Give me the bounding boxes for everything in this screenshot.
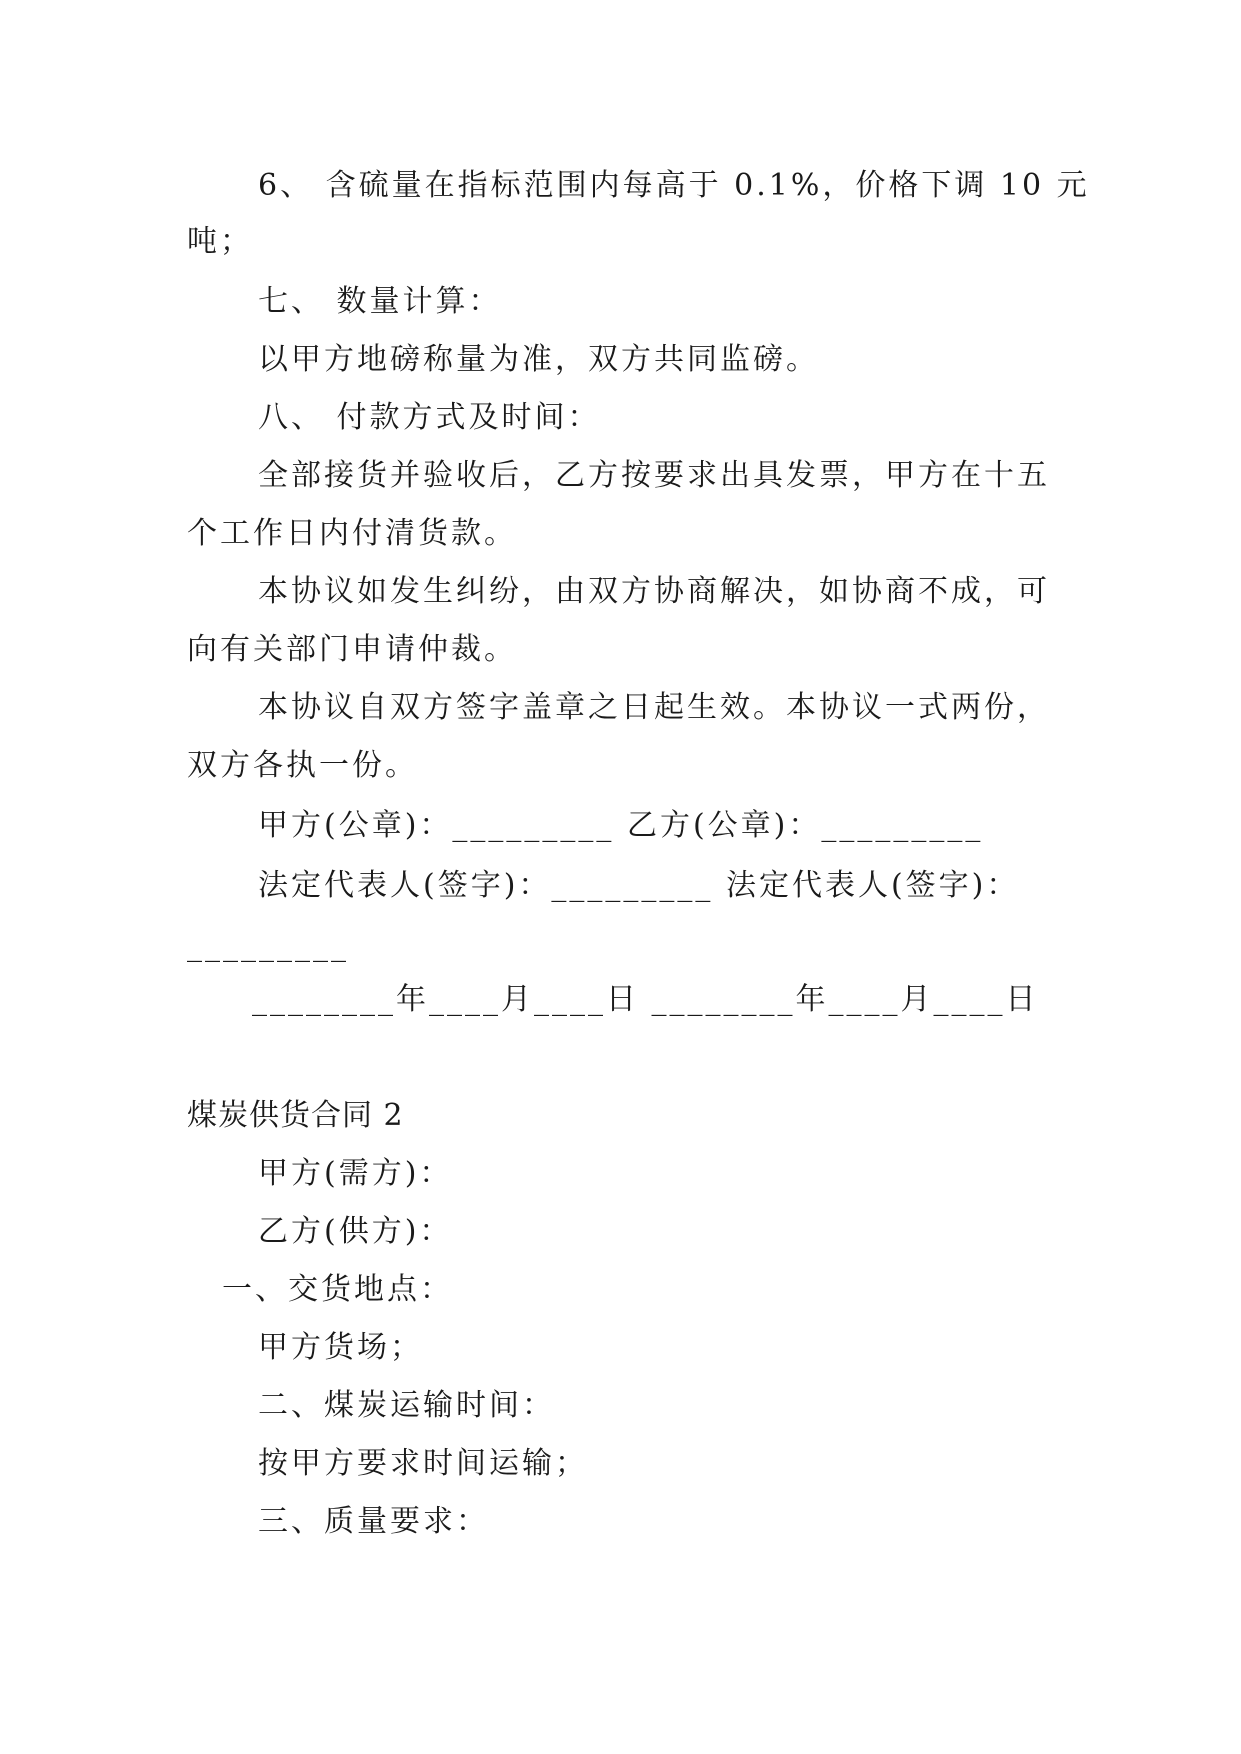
party-a-line: 甲方(需方)： bbox=[258, 1156, 453, 1191]
signature-blank: _________ bbox=[187, 928, 349, 963]
section-7-heading: 七、 数量计算： bbox=[258, 284, 502, 319]
date-line: ________年____月____日 ________年____月____日 bbox=[252, 982, 1039, 1017]
section-8-body-continuation: 个工作日内付清货款。 bbox=[187, 516, 517, 551]
signature-line: 法定代表人(签字)：_________ 法定代表人(签字)： bbox=[258, 868, 1020, 903]
section-1-heading: 一、交货地点： bbox=[222, 1272, 453, 1307]
section-2-body: 按甲方要求时间运输； bbox=[258, 1446, 588, 1481]
section-3-heading: 三、质量要求： bbox=[258, 1504, 489, 1539]
effectiveness-clause: 本协议自双方签字盖章之日起生效。本协议一式两份， bbox=[258, 690, 1050, 725]
section-2-heading: 二、煤炭运输时间： bbox=[258, 1388, 555, 1423]
section-1-body: 甲方货场； bbox=[258, 1330, 423, 1365]
clause-6-sulfur: 6、 含硫量在指标范围内每高于 0.1%，价格下调 10 元 bbox=[258, 168, 1090, 203]
section-8-heading: 八、 付款方式及时间： bbox=[258, 400, 601, 435]
seal-line: 甲方(公章)：_________ 乙方(公章)：_________ bbox=[258, 808, 984, 843]
party-b-line: 乙方(供方)： bbox=[258, 1214, 453, 1249]
section-7-body: 以甲方地磅称量为准，双方共同监磅。 bbox=[258, 342, 819, 377]
effectiveness-clause-continuation: 双方各执一份。 bbox=[187, 748, 418, 783]
section-8-body: 全部接货并验收后，乙方按要求出具发票，甲方在十五 bbox=[258, 458, 1050, 493]
contract-2-title: 煤炭供货合同 2 bbox=[187, 1098, 404, 1133]
dispute-clause-continuation: 向有关部门申请仲裁。 bbox=[187, 632, 517, 667]
dispute-clause: 本协议如发生纠纷，由双方协商解决，如协商不成，可 bbox=[258, 574, 1050, 609]
clause-6-continuation: 吨； bbox=[187, 224, 253, 259]
